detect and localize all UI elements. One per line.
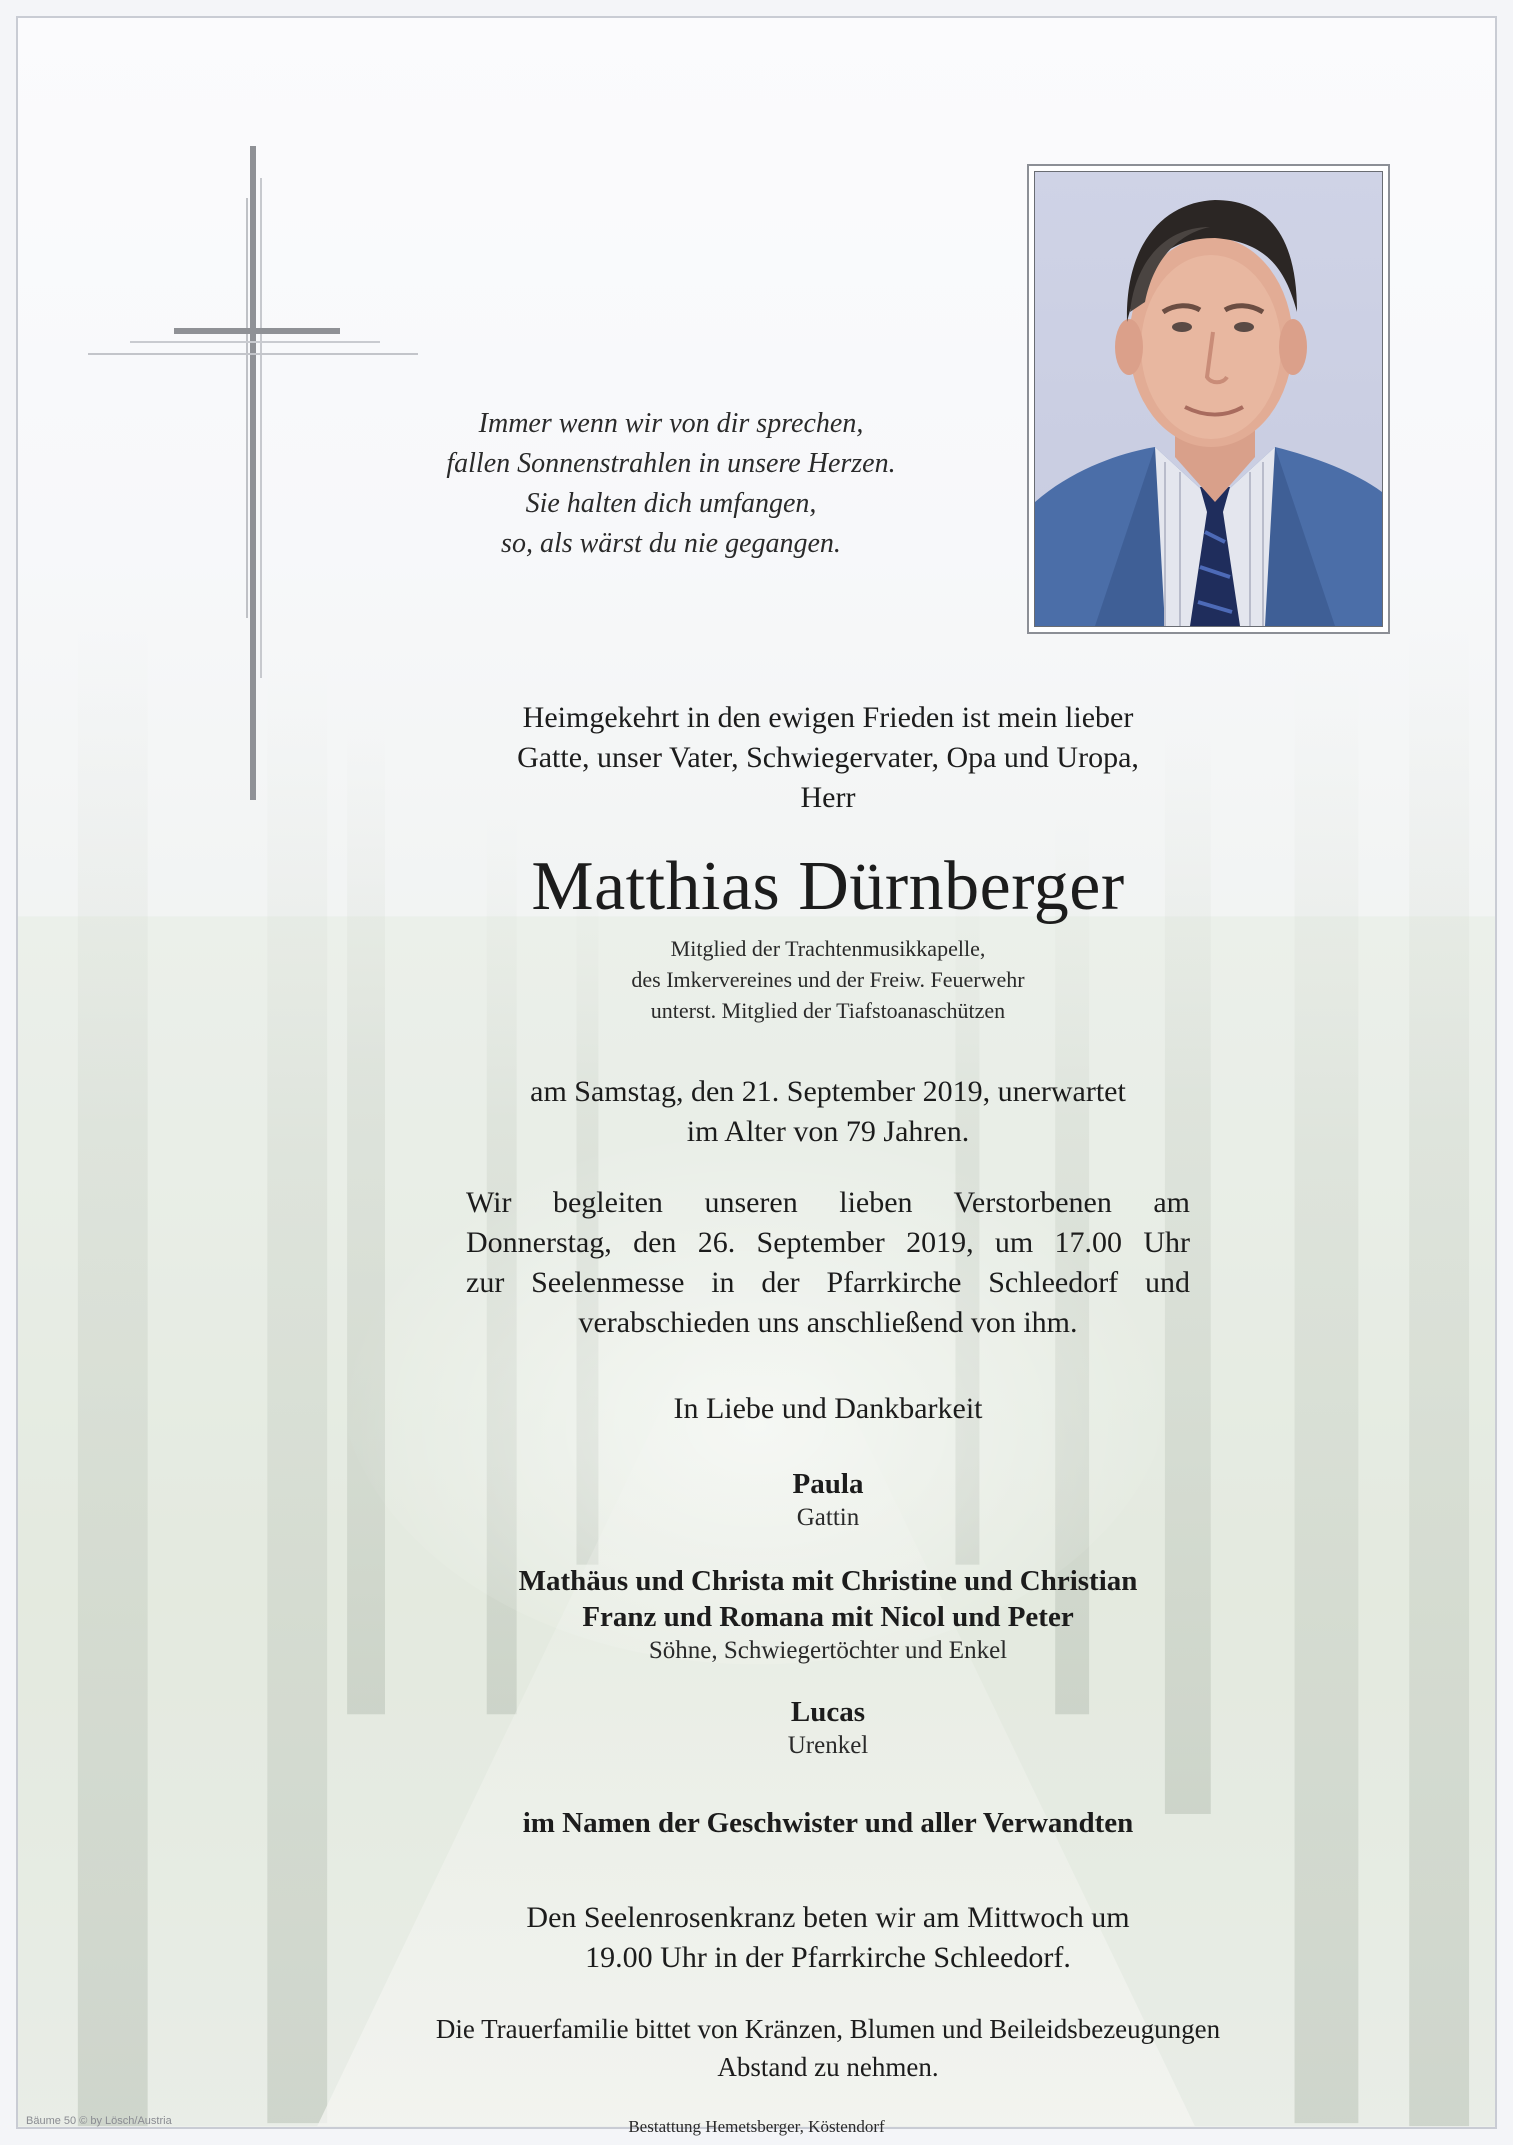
- funeral-details: [466, 1183, 1190, 1343]
- family-name: Lucas: [790, 1696, 866, 1728]
- family-role: Urenkel: [787, 1732, 869, 1759]
- portrait-drawing: [1035, 172, 1382, 626]
- rosary-line: Den Seelenrosenkranz beten wir am Mittwoch um: [526, 1901, 1130, 1934]
- rosary-line: 19.00 Uhr in der Pfarrkirche Schleedorf.: [585, 1941, 1071, 1974]
- design-credit: Bäume 50 © by Lösch/Austria: [26, 2115, 172, 2127]
- funeral-line: verabschieden uns anschließend von ihm.: [578, 1306, 1078, 1339]
- membership-line: unterst. Mitglied der Tiafstoanaschützen: [650, 998, 1006, 1023]
- poem-line: Immer wenn wir von dir sprechen,: [478, 408, 864, 439]
- funeral-line: zur Seelenmesse in der Pfarrkirche Schleedorf und: [466, 1266, 1190, 1299]
- poem-line: so, als wärst du nie gegangen.: [501, 528, 841, 559]
- family-role: Gattin: [796, 1504, 860, 1531]
- family-children: [318, 1563, 1338, 1667]
- death-notice: [438, 1072, 1218, 1152]
- memberships: [498, 933, 1158, 1026]
- funeral-line: Wir begleiten unseren lieben Verstorbenen am: [466, 1186, 1190, 1219]
- membership-line: Mitglied der Trachtenmusikkapelle,: [670, 936, 986, 961]
- rosary-notice: [438, 1898, 1218, 1978]
- poem-line: fallen Sonnenstrahlen in unsere Herzen.: [446, 448, 896, 479]
- intro-line: Gatte, unser Vater, Schwiegervater, Opa und Uropa,: [517, 741, 1139, 774]
- intro-text: [438, 698, 1218, 818]
- funeral-home: Bestattung Hemetsberger, Köstendorf: [628, 2117, 885, 2136]
- family-name: Paula: [792, 1468, 864, 1500]
- intro-line: Heimgekehrt in den ewigen Frieden ist mein lieber: [522, 701, 1134, 734]
- portrait-photo: [1027, 164, 1390, 634]
- obituary-page: [16, 16, 1497, 2129]
- death-line: am Samstag, den 21. September 2019, unerwartet: [530, 1075, 1126, 1108]
- family-name: Mathäus und Christa mit Christine und Christian: [518, 1565, 1138, 1597]
- membership-line: des Imkervereines und der Freiw. Feuerwehr: [631, 967, 1025, 992]
- deceased-name: Matthias Dürnberger: [531, 848, 1125, 925]
- death-line: im Alter von 79 Jahren.: [686, 1115, 970, 1148]
- funeral-line: Donnerstag, den 26. September 2019, um 17.00 Uhr: [466, 1226, 1190, 1259]
- family-others: im Namen der Geschwister und aller Verwandten: [522, 1807, 1134, 1839]
- intro-line: Herr: [800, 781, 856, 814]
- poem-line: Sie halten dich umfangen,: [525, 488, 817, 519]
- family-spouse: [318, 1466, 1338, 1534]
- family-request: [348, 2010, 1308, 2086]
- family-name: Franz und Romana mit Nicol und Peter: [582, 1601, 1074, 1633]
- request-line: Abstand zu nehmen.: [717, 2052, 939, 2082]
- thanks-line: In Liebe und Dankbarkeit: [673, 1392, 983, 1425]
- family-great-grandchild: [318, 1694, 1338, 1762]
- family-role: Söhne, Schwiegertöchter und Enkel: [648, 1637, 1008, 1664]
- poem: [351, 404, 991, 564]
- request-line: Die Trauerfamilie bittet von Kränzen, Blumen und Beileidsbezeugungen: [435, 2014, 1221, 2044]
